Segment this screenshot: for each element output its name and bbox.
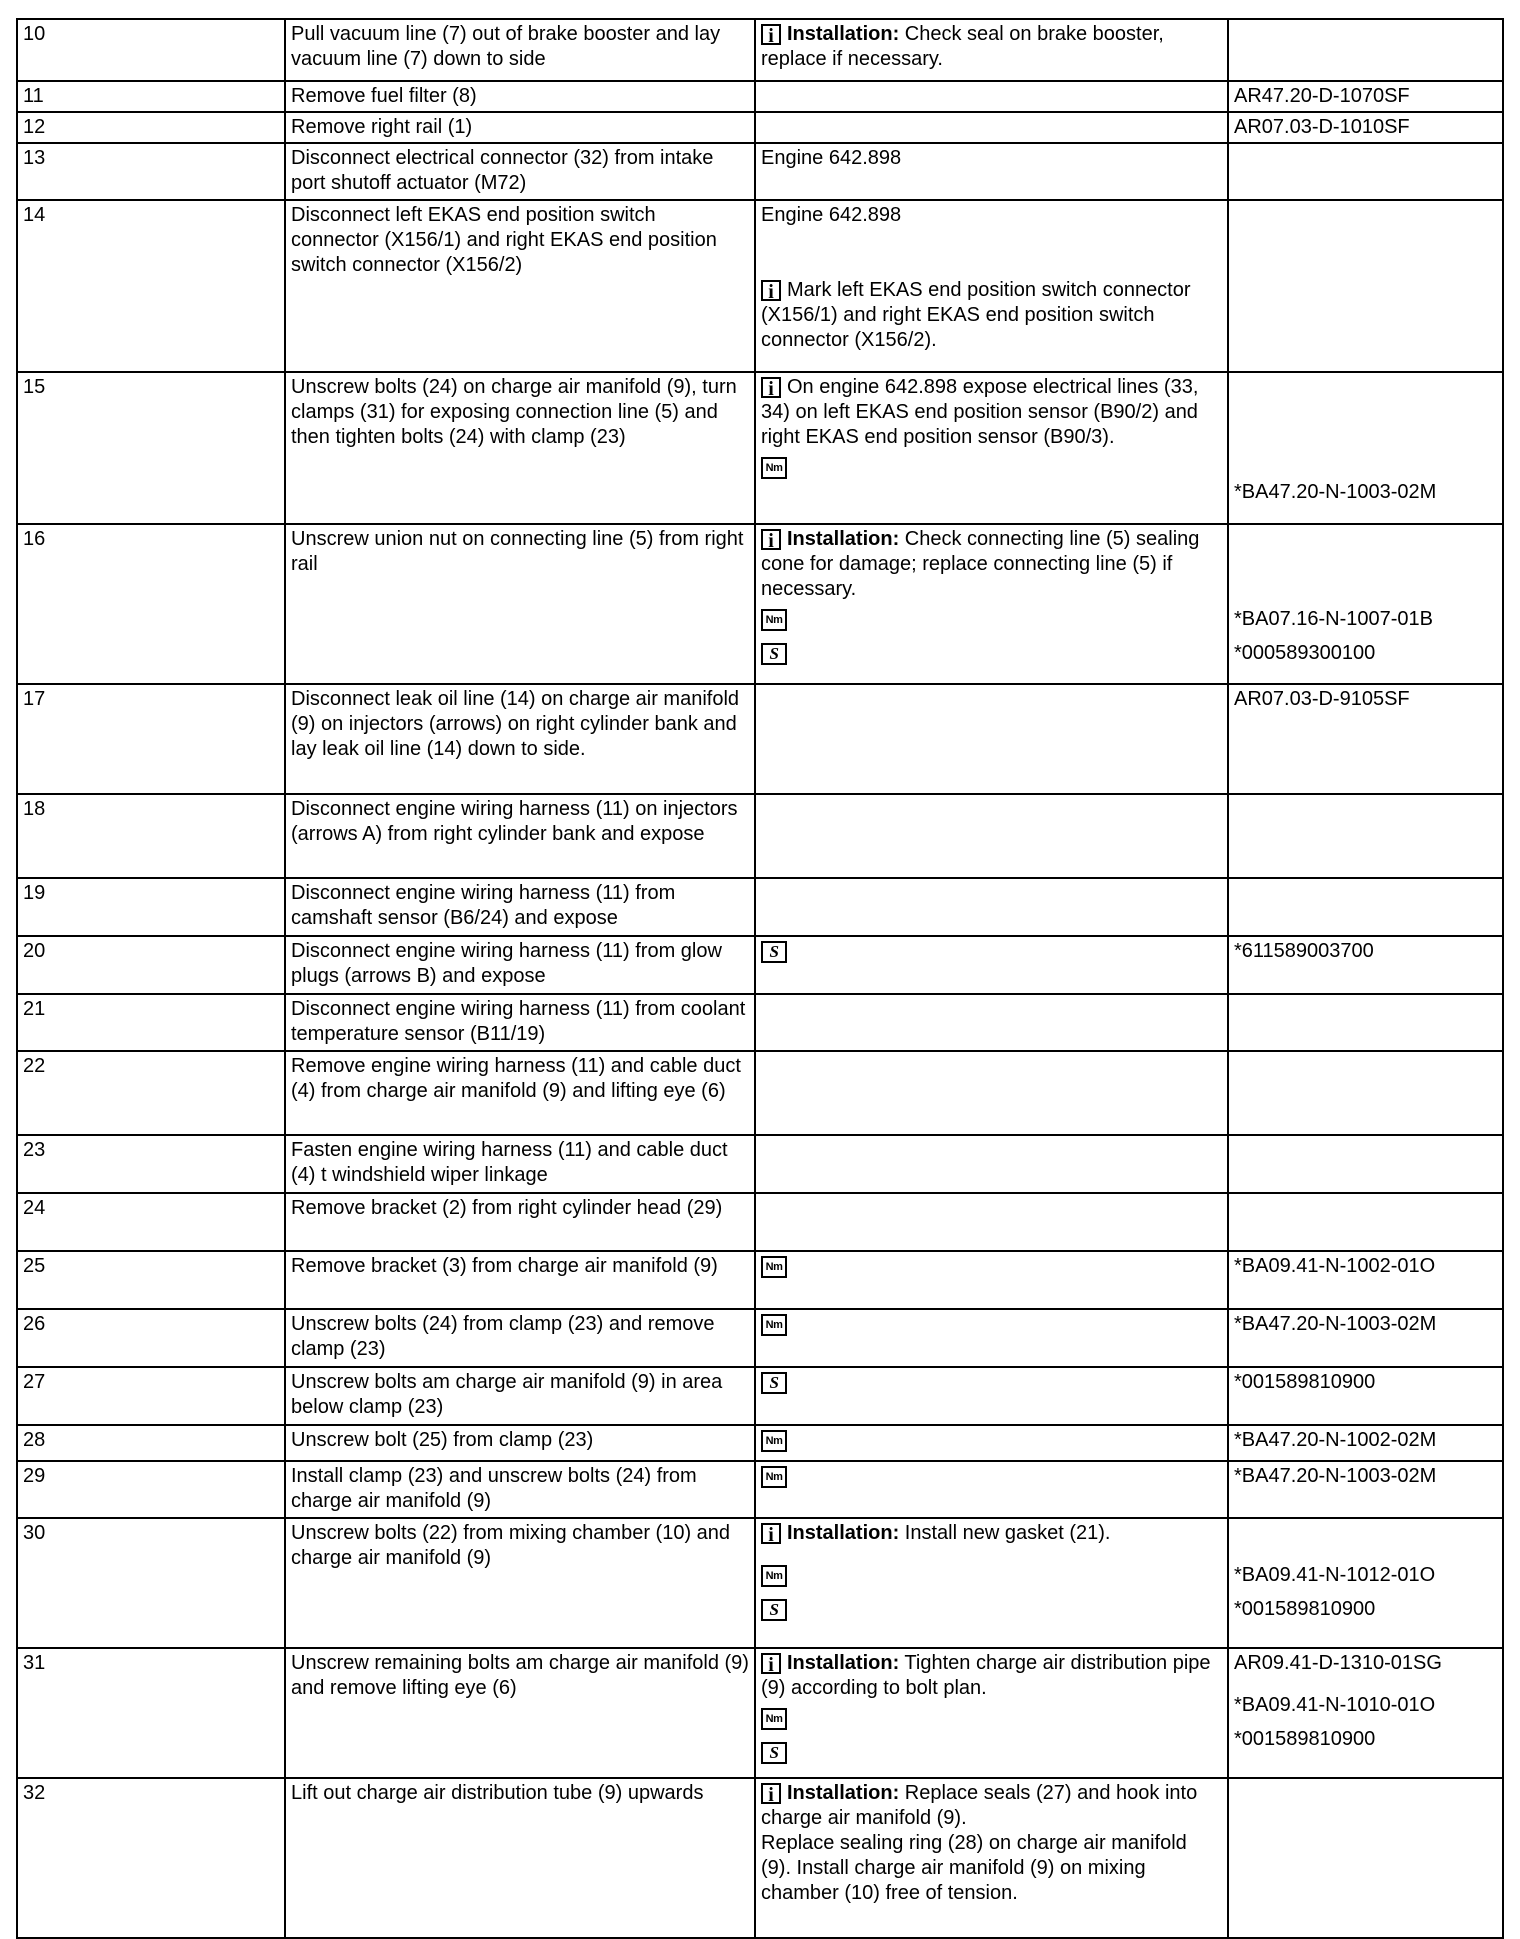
torque-icon: Nm [761,1256,787,1278]
step-note [755,1251,1228,1309]
step-description: Disconnect engine wiring harness (11) from coolant temperature sensor (B11/19) [285,994,755,1051]
info-icon: i [761,1523,781,1544]
note-info [761,279,1191,351]
note-text: Mark left EKAS end position switch connector (X156/1) and right EKAS end position switch connector (X156/2). [761,279,1191,351]
torque-icon: Nm [761,1314,787,1336]
step-note [755,1425,1228,1461]
note-text: Replace seals (27) and hook into charge air manifold (9). [761,1782,1198,1829]
step-note [755,1367,1228,1425]
step-reference: AR47.20-D-1070SF [1228,81,1503,112]
torque-reference: *BA47.20-N-1003-02M [1234,481,1437,503]
info-icon: i [761,280,781,301]
step-note [755,794,1228,878]
step-description: Fasten engine wiring harness (11) and cable duct (4) t windshield wiper linkage [285,1135,755,1193]
step-description: Remove fuel filter (8) [285,81,755,112]
step-note [755,372,1228,524]
step-note [755,1518,1228,1648]
table-row [17,112,1503,143]
table-row [17,684,1503,794]
step-description: Unscrew remaining bolts am charge air manifold (9) and remove lifting eye (6) [285,1648,755,1778]
step-reference [1228,1648,1503,1778]
step-reference [1228,1051,1503,1135]
step-number: 20 [17,936,285,994]
step-description: Install clamp (23) and unscrew bolts (24) from charge air manifold (9) [285,1461,755,1518]
tool-icon: S [761,1372,787,1394]
installation-label: Installation: [787,23,900,45]
step-number: 22 [17,1051,285,1135]
step-reference [1228,1778,1503,1938]
step-reference [1228,372,1503,524]
step-description: Remove right rail (1) [285,112,755,143]
step-reference [1228,878,1503,936]
step-number: 31 [17,1648,285,1778]
step-note [755,1309,1228,1367]
step-number: 26 [17,1309,285,1367]
torque-icon: Nm [761,1565,787,1587]
torque-reference: *BA09.41-N-1012-01O [1234,1564,1436,1586]
step-description: Unscrew bolts (24) from clamp (23) and remove clamp (23) [285,1309,755,1367]
note-text: On engine 642.898 expose electrical lines (33, 34) on left EKAS end position sensor (B90/2) and right EKAS end position sensor (B90/3). [761,376,1199,448]
step-number: 27 [17,1367,285,1425]
step-reference: AR07.03-D-1010SF [1228,112,1503,143]
torque-icon: Nm [761,609,787,631]
table-row [17,1251,1503,1309]
table-row [17,1309,1503,1367]
step-note [755,112,1228,143]
installation-label: Installation: [787,1652,900,1674]
note-text: Install new gasket (21). [899,1522,1111,1544]
step-number: 25 [17,1251,285,1309]
table-row [17,81,1503,112]
step-description: Disconnect engine wiring harness (11) on injectors (arrows A) from right cylinder bank and expose [285,794,755,878]
step-number: 30 [17,1518,285,1648]
table-row [17,1648,1503,1778]
note-text: Tighten charge air distribution pipe (9) according to bolt plan. [761,1652,1211,1699]
step-number: 18 [17,794,285,878]
table-row [17,200,1503,372]
step-note [755,994,1228,1051]
step-reference [1228,1193,1503,1251]
table-row [17,794,1503,878]
info-icon: i [761,529,781,550]
step-reference: AR07.03-D-9105SF [1228,684,1503,794]
tool-reference: *001589810900 [1234,1598,1376,1620]
step-note [755,1461,1228,1518]
step-number: 21 [17,994,285,1051]
step-note: Engine 642.898 [755,143,1228,200]
installation-label: Installation: [787,1522,900,1544]
step-number: 15 [17,372,285,524]
step-note [755,524,1228,684]
step-description: Disconnect electrical connector (32) from intake port shutoff actuator (M72) [285,143,755,200]
note-text: Check connecting line (5) sealing cone for damage; replace connecting line (5) if necessary. [761,528,1200,600]
step-description: Unscrew bolts (22) from mixing chamber (10) and charge air manifold (9) [285,1518,755,1648]
step-number: 11 [17,81,285,112]
step-note [755,1778,1228,1938]
step-number: 16 [17,524,285,684]
step-reference [1228,200,1503,372]
step-note [755,936,1228,994]
tool-reference: *001589810900 [1234,1728,1376,1750]
step-note [755,1648,1228,1778]
tool-icon: S [761,941,787,963]
installation-label: Installation: [787,528,900,550]
table-row [17,1367,1503,1425]
torque-icon: Nm [761,457,787,479]
step-description: Pull vacuum line (7) out of brake booster and lay vacuum line (7) down to side [285,19,755,81]
step-number: 14 [17,200,285,372]
step-reference: *BA47.20-N-1003-02M [1228,1309,1503,1367]
step-description: Remove bracket (2) from right cylinder head (29) [285,1193,755,1251]
step-reference: *611589003700 [1228,936,1503,994]
table-row [17,143,1503,200]
table-row [17,878,1503,936]
note-text: Check seal on brake booster, replace if necessary. [761,23,1164,70]
table-row [17,994,1503,1051]
table-row [17,1135,1503,1193]
torque-icon: Nm [761,1466,787,1488]
step-number: 28 [17,1425,285,1461]
step-reference: *BA47.20-N-1002-02M [1228,1425,1503,1461]
step-description: Disconnect leak oil line (14) on charge air manifold (9) on injectors (arrows) on right cylinder bank and lay leak oil line (14) down to side. [285,684,755,794]
step-note [755,19,1228,81]
table-row [17,524,1503,684]
info-icon: i [761,1783,781,1804]
step-number: 29 [17,1461,285,1518]
step-reference: *BA47.20-N-1003-02M [1228,1461,1503,1518]
step-reference [1228,524,1503,684]
tool-icon: S [761,1599,787,1621]
step-reference [1228,994,1503,1051]
step-reference [1228,1135,1503,1193]
step-description: Remove bracket (3) from charge air manifold (9) [285,1251,755,1309]
info-icon: i [761,24,781,45]
step-description: Disconnect engine wiring harness (11) from glow plugs (arrows B) and expose [285,936,755,994]
step-reference [1228,1518,1503,1648]
step-note [755,684,1228,794]
table-row [17,1518,1503,1648]
info-icon: i [761,377,781,398]
step-description: Unscrew bolts (24) on charge air manifold (9), turn clamps (31) for exposing connection line (5) and then tighten bolts (24) with clamp (23) [285,372,755,524]
step-description: Lift out charge air distribution tube (9) upwards [285,1778,755,1938]
table-row [17,1193,1503,1251]
info-icon: i [761,1653,781,1674]
step-number: 13 [17,143,285,200]
step-description: Disconnect left EKAS end position switch connector (X156/1) and right EKAS end position switch connector (X156/2) [285,200,755,372]
procedure-table [16,18,1504,1939]
note-text: Engine 642.898 [761,204,902,226]
table-row [17,1778,1503,1938]
installation-label: Installation: [787,1782,900,1804]
step-number: 32 [17,1778,285,1938]
step-reference [1228,19,1503,81]
step-number: 23 [17,1135,285,1193]
torque-reference: *BA09.41-N-1010-01O [1234,1694,1436,1716]
step-note [755,81,1228,112]
torque-icon: Nm [761,1708,787,1730]
step-description: Remove engine wiring harness (11) and cable duct (4) from charge air manifold (9) and lifting eye (6) [285,1051,755,1135]
step-note [755,200,1228,372]
step-number: 10 [17,19,285,81]
step-description: Unscrew bolt (25) from clamp (23) [285,1425,755,1461]
note-text: Replace sealing ring (28) on charge air manifold (9). Install charge air manifold (9) on mixing chamber (10) free of tension. [761,1832,1187,1904]
torque-reference: *BA07.16-N-1007-01B [1234,608,1434,630]
step-reference: *001589810900 [1228,1367,1503,1425]
step-note [755,878,1228,936]
tool-reference: *000589300100 [1234,642,1376,664]
tool-icon: S [761,1742,787,1764]
step-description: Unscrew union nut on connecting line (5) from right rail [285,524,755,684]
tool-icon: S [761,643,787,665]
table-row [17,1425,1503,1461]
table-row [17,1461,1503,1518]
step-reference [1228,794,1503,878]
step-note [755,1193,1228,1251]
step-reference [1228,143,1503,200]
table-row [17,1051,1503,1135]
document-reference: AR09.41-D-1310-01SG [1234,1652,1442,1674]
step-number: 17 [17,684,285,794]
table-row [17,19,1503,81]
step-description: Disconnect engine wiring harness (11) from camshaft sensor (B6/24) and expose [285,878,755,936]
step-number: 24 [17,1193,285,1251]
step-reference: *BA09.41-N-1002-01O [1228,1251,1503,1309]
step-number: 19 [17,878,285,936]
step-note [755,1051,1228,1135]
table-row [17,372,1503,524]
step-note [755,1135,1228,1193]
step-number: 12 [17,112,285,143]
table-row [17,936,1503,994]
torque-icon: Nm [761,1430,787,1452]
step-description: Unscrew bolts am charge air manifold (9) in area below clamp (23) [285,1367,755,1425]
